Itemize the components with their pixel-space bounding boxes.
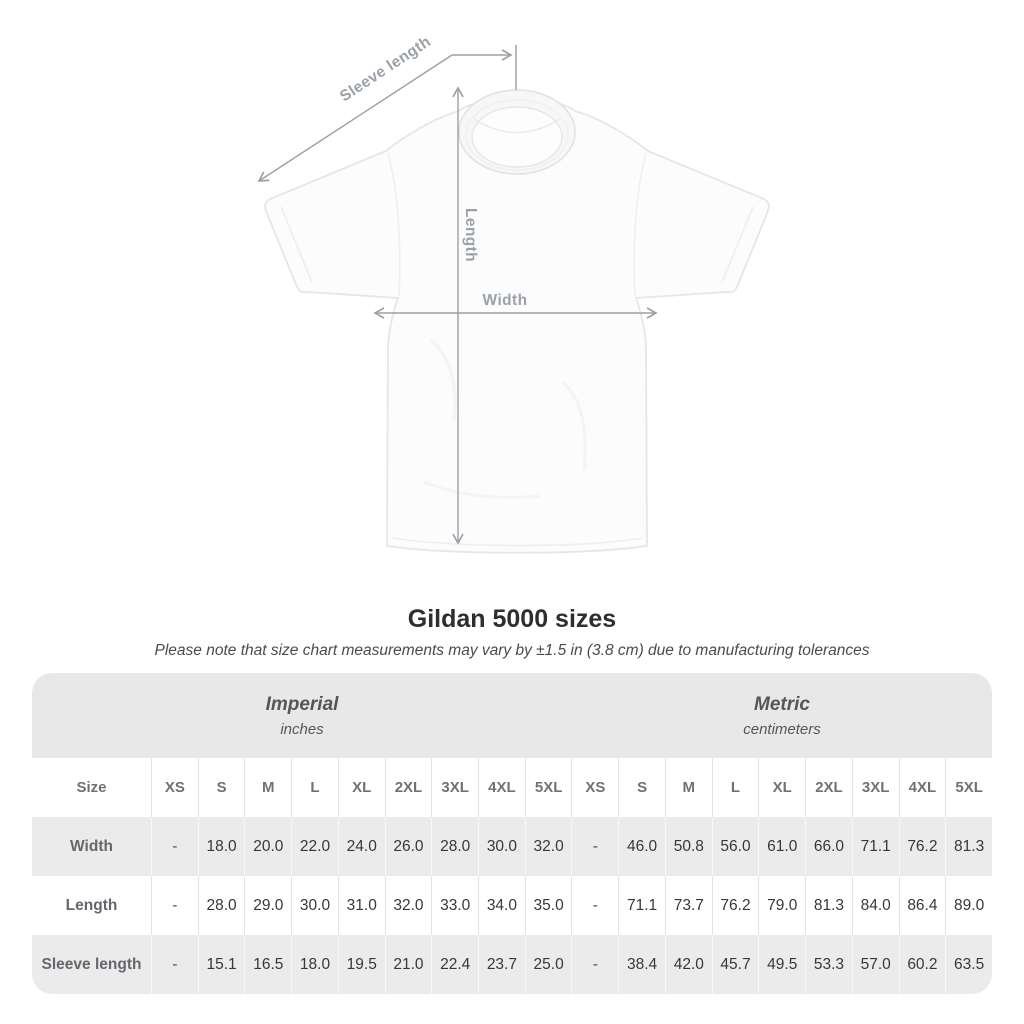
value-cell: 22.0: [291, 817, 338, 876]
value-cell: 23.7: [478, 935, 525, 994]
value-cell: 34.0: [478, 876, 525, 935]
value-cell: -: [571, 876, 618, 935]
size-header: 5XL: [525, 758, 572, 817]
value-cell: 28.0: [198, 876, 245, 935]
size-header: 2XL: [805, 758, 852, 817]
value-cell: 38.4: [618, 935, 665, 994]
row-label: Width: [70, 837, 113, 855]
size-header: XL: [758, 758, 805, 817]
page-title: Gildan 5000 sizes: [407, 605, 617, 633]
value-cell: 28.0: [431, 817, 478, 876]
value-cell: 50.8: [665, 817, 712, 876]
value-cell: 19.5: [338, 935, 385, 994]
value-cell: 63.5: [945, 935, 992, 994]
imperial-label: Imperial: [265, 693, 339, 715]
size-header: 5XL: [945, 758, 992, 817]
size-header: 4XL: [478, 758, 525, 817]
value-cell: 56.0: [712, 817, 759, 876]
value-cell: 81.3: [945, 817, 992, 876]
value-cell: 71.1: [852, 817, 899, 876]
table-row-width: [32, 817, 992, 876]
tshirt-graphic: [265, 90, 769, 553]
size-header-row: [32, 758, 992, 817]
title-block: [0, 604, 1024, 660]
value-cell: 25.0: [525, 935, 572, 994]
metric-unit-header: [572, 673, 992, 758]
size-header: M: [244, 758, 291, 817]
value-cell: 29.0: [244, 876, 291, 935]
length-label: Length: [462, 208, 479, 263]
imperial-unit-label: inches: [280, 720, 324, 738]
value-cell: 18.0: [291, 935, 338, 994]
size-header: L: [712, 758, 759, 817]
value-cell: 31.0: [338, 876, 385, 935]
value-cell: 60.2: [899, 935, 946, 994]
value-cell: 30.0: [291, 876, 338, 935]
value-cell: 71.1: [618, 876, 665, 935]
sleeve-length-label: Sleeve length: [336, 33, 435, 106]
size-header: L: [291, 758, 338, 817]
value-cell: 86.4: [899, 876, 946, 935]
value-cell: -: [151, 935, 198, 994]
metric-unit-label: centimeters: [743, 720, 821, 738]
value-cell: 46.0: [618, 817, 665, 876]
value-cell: 66.0: [805, 817, 852, 876]
value-cell: 22.4: [431, 935, 478, 994]
value-cell: 61.0: [758, 817, 805, 876]
size-column-header: Size: [76, 779, 107, 796]
value-cell: 81.3: [805, 876, 852, 935]
size-header: XL: [338, 758, 385, 817]
value-cell: 20.0: [244, 817, 291, 876]
value-cell: 76.2: [712, 876, 759, 935]
value-cell: 33.0: [431, 876, 478, 935]
value-cell: 49.5: [758, 935, 805, 994]
page-subtitle: Please note that size chart measurements may vary by ±1.5 in (3.8 cm) due to manufacturing tolerances: [154, 642, 870, 659]
size-header: S: [198, 758, 245, 817]
size-header: 3XL: [431, 758, 478, 817]
value-cell: 16.5: [244, 935, 291, 994]
size-header: S: [618, 758, 665, 817]
value-cell: 57.0: [852, 935, 899, 994]
value-cell: 21.0: [385, 935, 432, 994]
value-cell: 32.0: [385, 876, 432, 935]
value-cell: -: [151, 817, 198, 876]
size-table: [32, 673, 992, 994]
imperial-unit-header: [32, 673, 572, 758]
value-cell: 84.0: [852, 876, 899, 935]
value-cell: 53.3: [805, 935, 852, 994]
value-cell: 45.7: [712, 935, 759, 994]
value-cell: 26.0: [385, 817, 432, 876]
metric-label: Metric: [754, 693, 810, 715]
value-cell: -: [571, 935, 618, 994]
size-header: 3XL: [852, 758, 899, 817]
value-cell: 15.1: [198, 935, 245, 994]
value-cell: -: [571, 817, 618, 876]
width-label: Width: [482, 292, 528, 309]
value-cell: 89.0: [945, 876, 992, 935]
size-header: XS: [151, 758, 198, 817]
size-header: M: [665, 758, 712, 817]
value-cell: 79.0: [758, 876, 805, 935]
value-cell: 35.0: [525, 876, 572, 935]
row-label: Length: [65, 896, 118, 914]
row-label: Sleeve length: [41, 955, 142, 973]
unit-header-band: [32, 673, 992, 758]
size-header: 2XL: [385, 758, 432, 817]
value-cell: 42.0: [665, 935, 712, 994]
value-cell: 32.0: [525, 817, 572, 876]
collar-graphic: [459, 90, 575, 174]
value-cell: 76.2: [899, 817, 946, 876]
value-cell: 18.0: [198, 817, 245, 876]
size-header: 4XL: [899, 758, 946, 817]
size-header: XS: [571, 758, 618, 817]
table-row-sleeve-length: [32, 935, 992, 994]
table-row-length: [32, 876, 992, 935]
value-cell: 24.0: [338, 817, 385, 876]
value-cell: 30.0: [478, 817, 525, 876]
value-cell: -: [151, 876, 198, 935]
value-cell: 73.7: [665, 876, 712, 935]
